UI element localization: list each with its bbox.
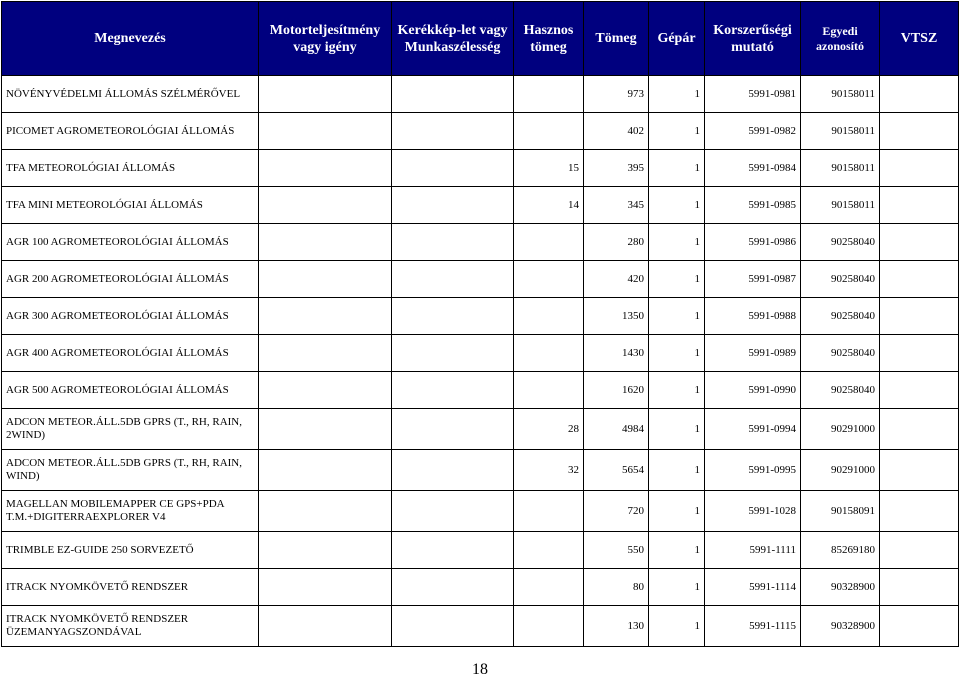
row-hasznos: [514, 532, 584, 569]
row-tomeg: 550: [584, 532, 649, 569]
row-motor: [259, 532, 392, 569]
header-hasznos-tomeg: Hasznos tömeg: [514, 2, 584, 76]
row-vtsz: [880, 491, 959, 532]
row-motor: [259, 76, 392, 113]
row-name: TRIMBLE EZ-GUIDE 250 SORVEZETŐ: [2, 532, 259, 569]
row-name: AGR 300 AGROMETEOROLÓGIAI ÁLLOMÁS: [2, 298, 259, 335]
row-hasznos: 32: [514, 450, 584, 491]
row-gepar: 1: [649, 372, 705, 409]
row-korszerusegi: 5991-1028: [705, 491, 801, 532]
row-motor: [259, 569, 392, 606]
row-egyedi: 90328900: [801, 569, 880, 606]
row-tomeg: 280: [584, 224, 649, 261]
row-tomeg: 973: [584, 76, 649, 113]
row-kerekkep: [392, 606, 514, 647]
row-gepar: 1: [649, 113, 705, 150]
row-egyedi: 90258040: [801, 335, 880, 372]
row-hasznos: [514, 113, 584, 150]
row-tomeg: 720: [584, 491, 649, 532]
row-motor: [259, 491, 392, 532]
table-row: [2, 224, 959, 261]
row-motor: [259, 187, 392, 224]
row-vtsz: [880, 113, 959, 150]
table-row: [2, 569, 959, 606]
row-korszerusegi: 5991-0987: [705, 261, 801, 298]
row-hasznos: [514, 298, 584, 335]
table-row: [2, 76, 959, 113]
row-hasznos: 28: [514, 409, 584, 450]
row-tomeg: 1350: [584, 298, 649, 335]
table-row: [2, 187, 959, 224]
row-kerekkep: [392, 335, 514, 372]
row-egyedi: 90328900: [801, 606, 880, 647]
row-tomeg: 395: [584, 150, 649, 187]
row-tomeg: 345: [584, 187, 649, 224]
row-motor: [259, 224, 392, 261]
row-motor: [259, 450, 392, 491]
row-kerekkep: [392, 532, 514, 569]
row-korszerusegi: 5991-0981: [705, 76, 801, 113]
row-gepar: 1: [649, 261, 705, 298]
row-hasznos: [514, 76, 584, 113]
row-name: AGR 400 AGROMETEOROLÓGIAI ÁLLOMÁS: [2, 335, 259, 372]
row-korszerusegi: 5991-0984: [705, 150, 801, 187]
row-kerekkep: [392, 372, 514, 409]
row-vtsz: [880, 372, 959, 409]
row-motor: [259, 606, 392, 647]
header-vtsz: VTSZ: [880, 2, 959, 76]
row-motor: [259, 372, 392, 409]
row-kerekkep: [392, 569, 514, 606]
table-row: [2, 450, 959, 491]
header-egyedi-azonosito: Egyedi azonosító: [801, 2, 880, 76]
row-name: NÖVÉNYVÉDELMI ÁLLOMÁS SZÉLMÉRŐVEL: [2, 76, 259, 113]
row-korszerusegi: 5991-1111: [705, 532, 801, 569]
row-egyedi: 90158091: [801, 491, 880, 532]
row-tomeg: 1430: [584, 335, 649, 372]
row-korszerusegi: 5991-0986: [705, 224, 801, 261]
row-name: ADCON METEOR.ÁLL.5DB GPRS (T., RH, RAIN, WIND): [2, 450, 259, 491]
row-hasznos: 15: [514, 150, 584, 187]
row-motor: [259, 150, 392, 187]
row-gepar: 1: [649, 606, 705, 647]
row-korszerusegi: 5991-0985: [705, 187, 801, 224]
row-egyedi: 90158011: [801, 76, 880, 113]
header-tomeg: Tömeg: [584, 2, 649, 76]
row-kerekkep: [392, 298, 514, 335]
row-name: AGR 500 AGROMETEOROLÓGIAI ÁLLOMÁS: [2, 372, 259, 409]
table-row: [2, 532, 959, 569]
row-korszerusegi: 5991-0995: [705, 450, 801, 491]
table-row: [2, 491, 959, 532]
row-vtsz: [880, 532, 959, 569]
row-korszerusegi: 5991-0994: [705, 409, 801, 450]
row-vtsz: [880, 187, 959, 224]
row-motor: [259, 335, 392, 372]
row-egyedi: 85269180: [801, 532, 880, 569]
row-gepar: 1: [649, 409, 705, 450]
row-tomeg: 1620: [584, 372, 649, 409]
row-hasznos: [514, 491, 584, 532]
row-kerekkep: [392, 76, 514, 113]
row-egyedi: 90291000: [801, 450, 880, 491]
row-name: AGR 100 AGROMETEOROLÓGIAI ÁLLOMÁS: [2, 224, 259, 261]
header-gepar: Gépár: [649, 2, 705, 76]
row-egyedi: 90258040: [801, 261, 880, 298]
row-tomeg: 5654: [584, 450, 649, 491]
row-hasznos: [514, 261, 584, 298]
row-tomeg: 130: [584, 606, 649, 647]
row-vtsz: [880, 261, 959, 298]
row-hasznos: [514, 569, 584, 606]
header-kerekkeplet: Kerékkép-let vagy Munkaszélesség: [392, 2, 514, 76]
row-kerekkep: [392, 450, 514, 491]
row-gepar: 1: [649, 569, 705, 606]
header-motorteljesitmeny: Motorteljesítmény vagy igény: [259, 2, 392, 76]
table-row: [2, 606, 959, 647]
row-kerekkep: [392, 261, 514, 298]
row-gepar: 1: [649, 187, 705, 224]
row-vtsz: [880, 298, 959, 335]
page-number: 18: [472, 661, 488, 678]
row-egyedi: 90158011: [801, 113, 880, 150]
row-gepar: 1: [649, 532, 705, 569]
row-gepar: 1: [649, 335, 705, 372]
row-motor: [259, 298, 392, 335]
row-hasznos: [514, 335, 584, 372]
row-gepar: 1: [649, 491, 705, 532]
row-kerekkep: [392, 150, 514, 187]
row-tomeg: 402: [584, 113, 649, 150]
row-hasznos: [514, 606, 584, 647]
row-vtsz: [880, 606, 959, 647]
row-name: ITRACK NYOMKÖVETŐ RENDSZER: [2, 569, 259, 606]
header-korszerusegi: Korszerűségi mutató: [705, 2, 801, 76]
row-korszerusegi: 5991-1115: [705, 606, 801, 647]
row-kerekkep: [392, 224, 514, 261]
row-korszerusegi: 5991-0990: [705, 372, 801, 409]
row-gepar: 1: [649, 150, 705, 187]
row-motor: [259, 261, 392, 298]
row-name: TFA METEOROLÓGIAI ÁLLOMÁS: [2, 150, 259, 187]
row-egyedi: 90291000: [801, 409, 880, 450]
row-egyedi: 90158011: [801, 187, 880, 224]
row-egyedi: 90158011: [801, 150, 880, 187]
row-gepar: 1: [649, 298, 705, 335]
row-name: TFA MINI METEOROLÓGIAI ÁLLOMÁS: [2, 187, 259, 224]
row-hasznos: [514, 372, 584, 409]
table-row: [2, 335, 959, 372]
row-vtsz: [880, 335, 959, 372]
row-korszerusegi: 5991-1114: [705, 569, 801, 606]
row-gepar: 1: [649, 224, 705, 261]
table-row: [2, 372, 959, 409]
row-korszerusegi: 5991-0989: [705, 335, 801, 372]
row-kerekkep: [392, 187, 514, 224]
row-hasznos: [514, 224, 584, 261]
row-gepar: 1: [649, 450, 705, 491]
row-name: MAGELLAN MOBILEMAPPER CE GPS+PDA T.M.+DIGITERRAEXPLORER V4: [2, 491, 259, 532]
row-kerekkep: [392, 409, 514, 450]
row-name: ITRACK NYOMKÖVETŐ RENDSZER ÜZEMANYAGSZONDÁVAL: [2, 606, 259, 647]
table-row: [2, 113, 959, 150]
table-row: [2, 298, 959, 335]
row-vtsz: [880, 224, 959, 261]
table-row: [2, 409, 959, 450]
row-kerekkep: [392, 113, 514, 150]
row-gepar: 1: [649, 76, 705, 113]
table-header-row: [2, 2, 959, 76]
header-megnevezes: Megnevezés: [2, 2, 259, 76]
row-vtsz: [880, 450, 959, 491]
row-hasznos: 14: [514, 187, 584, 224]
row-egyedi: 90258040: [801, 298, 880, 335]
table-row: [2, 150, 959, 187]
row-egyedi: 90258040: [801, 224, 880, 261]
row-tomeg: 4984: [584, 409, 649, 450]
row-vtsz: [880, 76, 959, 113]
row-name: ADCON METEOR.ÁLL.5DB GPRS (T., RH, RAIN, 2WIND): [2, 409, 259, 450]
row-vtsz: [880, 569, 959, 606]
table-row: [2, 261, 959, 298]
row-egyedi: 90258040: [801, 372, 880, 409]
row-kerekkep: [392, 491, 514, 532]
row-vtsz: [880, 409, 959, 450]
equipment-table: [1, 1, 959, 647]
row-tomeg: 420: [584, 261, 649, 298]
row-motor: [259, 409, 392, 450]
row-name: PICOMET AGROMETEOROLÓGIAI ÁLLOMÁS: [2, 113, 259, 150]
row-korszerusegi: 5991-0988: [705, 298, 801, 335]
row-tomeg: 80: [584, 569, 649, 606]
row-motor: [259, 113, 392, 150]
row-korszerusegi: 5991-0982: [705, 113, 801, 150]
row-vtsz: [880, 150, 959, 187]
row-name: AGR 200 AGROMETEOROLÓGIAI ÁLLOMÁS: [2, 261, 259, 298]
